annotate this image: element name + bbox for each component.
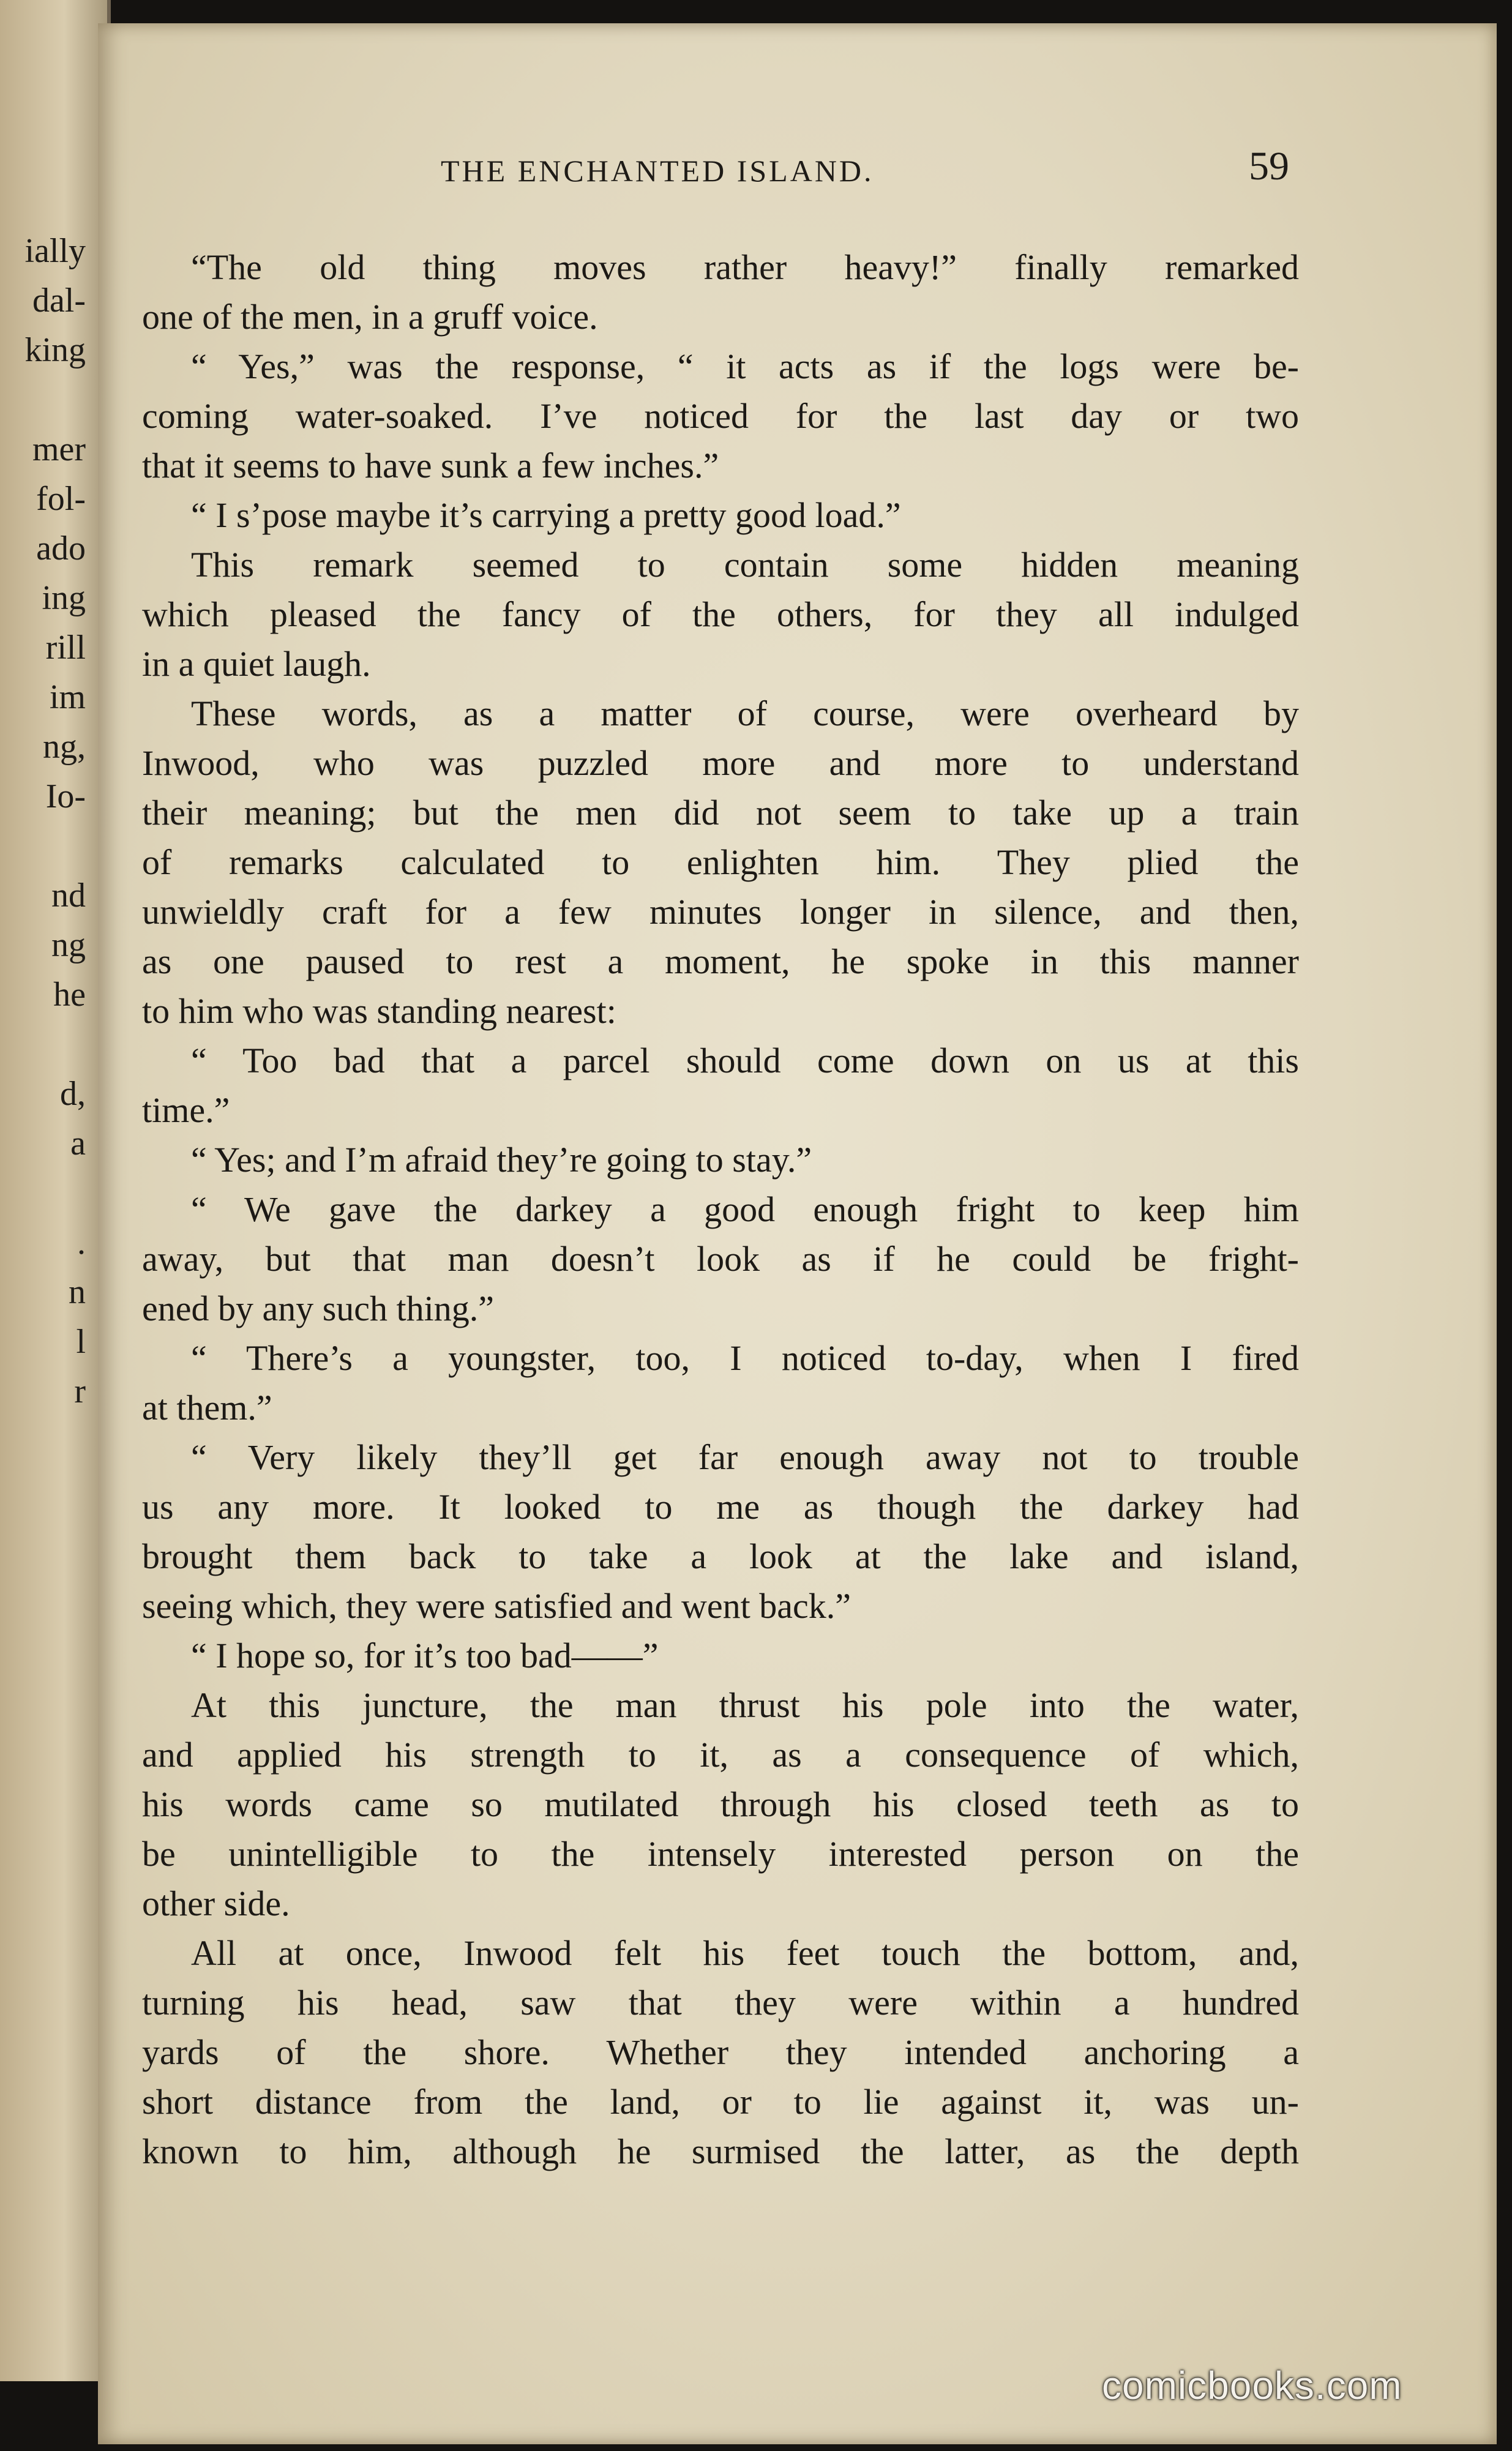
left-page-fragment: r: [74, 1372, 86, 1410]
left-page-fragment: a: [70, 1124, 86, 1162]
text-line: that it seems to have sunk a few inches.”: [142, 446, 719, 485]
left-page-fragment: n: [69, 1273, 86, 1311]
text-line: his words came so mutilated through his closed teeth as to: [142, 1784, 1299, 1824]
text-line: turning his head, saw that they were within a hundred: [142, 1983, 1299, 2023]
text-line: “ We gave the darkey a good enough fright to keep him: [191, 1189, 1299, 1229]
text-line: known to him, although he surmised the latter, as the depth: [142, 2131, 1299, 2171]
left-page-fragment: [0, 1020, 86, 1069]
text-line: coming water-soaked. I’ve noticed for the last day or two: [142, 396, 1299, 436]
text-line: one of the men, in a gruff voice.: [142, 297, 598, 337]
text-line: other side.: [142, 1884, 290, 1923]
text-line: “ Yes,” was the response, “ it acts as if the logs were be-: [191, 346, 1299, 386]
text-line: at them.”: [142, 1388, 272, 1428]
book-page: [98, 23, 1497, 2444]
text-line: seeing which, they were satisfied and went back.”: [142, 1586, 851, 1626]
text-line: brought them back to take a look at the lake and island,: [142, 1536, 1299, 1576]
text-line: as one paused to rest a moment, he spoke in this manner: [142, 941, 1299, 981]
left-page-fragment: rill: [45, 629, 86, 667]
text-line: to him who was standing nearest:: [142, 991, 616, 1031]
text-line: “ Yes; and I’m afraid they’re going to stay.”: [191, 1140, 812, 1180]
text-line: “ Very likely they’ll get far enough away not to trouble: [191, 1437, 1299, 1477]
text-line: ened by any such thing.”: [142, 1289, 495, 1328]
left-page-text-fragments: [0, 226, 86, 1416]
left-page-fragment: [0, 821, 86, 871]
text-line: short distance from the land, or to lie against it, was un-: [142, 2082, 1299, 2122]
text-line: in a quiet laugh.: [142, 644, 371, 684]
text-line: Inwood, who was puzzled more and more to understand: [142, 743, 1299, 783]
watermark: comicbooks.com: [1102, 2363, 1402, 2408]
left-page-fragment: ially: [24, 232, 86, 270]
text-line: This remark seemed to contain some hidden meaning: [191, 545, 1299, 585]
left-page-fragment: Io-: [45, 777, 86, 815]
text-line: yards of the shore. Whether they intended anchoring a: [142, 2032, 1299, 2072]
left-page-fragment: d,: [60, 1075, 86, 1113]
text-line: which pleased the fancy of the others, for they all indulged: [142, 594, 1299, 634]
left-page-fragment: fol-: [36, 480, 86, 518]
left-page-fragment: king: [24, 331, 86, 369]
left-page-edge: [0, 0, 111, 2381]
page-number: 59: [1249, 144, 1289, 189]
text-line: “ I hope so, for it’s too bad——”: [191, 1636, 659, 1675]
text-line: of remarks calculated to enlighten him. They plied the: [142, 842, 1299, 882]
left-page-fragment: ing: [42, 579, 86, 617]
text-line: their meaning; but the men did not seem to take up a train: [142, 793, 1299, 833]
left-page-fragment: nd: [51, 877, 86, 915]
text-line: These words, as a matter of course, were overheard by: [191, 694, 1299, 733]
text-line: “ There’s a youngster, too, I noticed to-day, when I fired: [191, 1338, 1299, 1378]
text-line: be unintelligible to the intensely interested person on the: [142, 1834, 1299, 1874]
text-line: unwieldly craft for a few minutes longer in silence, and then,: [142, 892, 1299, 932]
left-page-fragment: dal-: [32, 282, 86, 320]
left-page-fragment: l: [76, 1323, 86, 1361]
text-line: “ I s’pose maybe it’s carrying a pretty good load.”: [191, 495, 901, 535]
text-line: time.”: [142, 1090, 230, 1130]
left-page-fragment: ng: [51, 926, 86, 964]
left-page-fragment: [0, 375, 86, 425]
text-line: At this juncture, the man thrust his pole into the water,: [191, 1685, 1299, 1725]
text-line: and applied his strength to it, as a consequence of which,: [142, 1735, 1299, 1775]
text-line: All at once, Inwood felt his feet touch the bottom, and,: [191, 1933, 1299, 1973]
text-line: us any more. It looked to me as though the darkey had: [142, 1487, 1299, 1527]
body-text: [142, 242, 1299, 2176]
left-page-fragment: ado: [36, 529, 86, 567]
text-line: “The old thing moves rather heavy!” finally remarked: [191, 247, 1299, 287]
running-title: THE ENCHANTED ISLAND.: [441, 154, 874, 188]
left-page-fragment: he: [53, 976, 86, 1014]
text-line: away, but that man doesn’t look as if he could be fright-: [142, 1239, 1299, 1279]
left-page-fragment: .: [77, 1224, 86, 1262]
left-page-fragment: [0, 1169, 86, 1218]
left-page-fragment: mer: [32, 430, 86, 468]
left-page-fragment: im: [49, 678, 86, 716]
text-line: “ Too bad that a parcel should come down on us at this: [191, 1041, 1299, 1080]
left-page-fragment: ng,: [43, 728, 86, 766]
